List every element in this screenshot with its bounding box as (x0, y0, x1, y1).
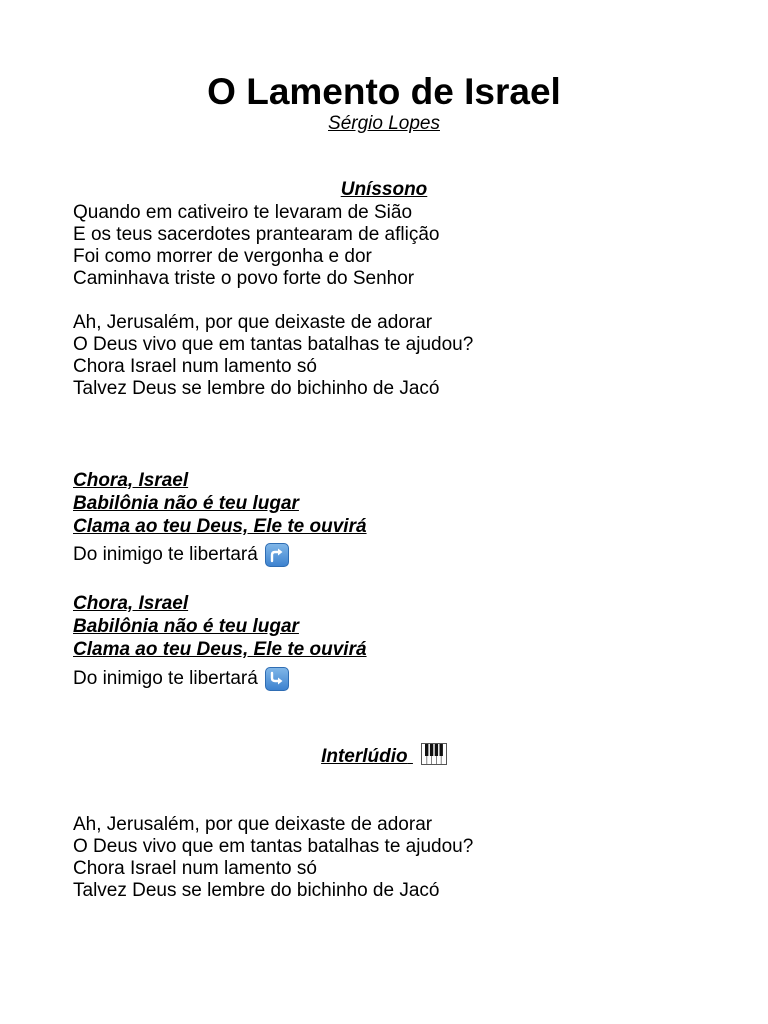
interlude-label: Interlúdio (321, 746, 408, 767)
song-author: Sérgio Lopes (328, 113, 440, 134)
verse-2 (73, 312, 733, 400)
chorus-line: Clama ao teu Deus, Ele te ouvirá (73, 516, 367, 537)
chorus-line: Babilônia não é teu lugar (73, 616, 299, 637)
chorus-tail-text: Do inimigo te libertará (73, 668, 258, 689)
chorus-line: Clama ao teu Deus, Ele te ouvirá (73, 639, 367, 660)
verse-line: O Deus vivo que em tantas batalhas te ajudou? (73, 836, 474, 857)
interlude-heading (0, 743, 768, 769)
verse-line: Talvez Deus se lembre do bichinho de Jacó (73, 880, 440, 901)
verse-line: Quando em cativeiro te levaram de Sião (73, 202, 413, 223)
chorus-line: Chora, Israel (73, 470, 189, 491)
verse-1 (73, 202, 733, 290)
verse-line: Ah, Jerusalém, por que deixaste de adorar (73, 814, 433, 835)
chorus-line: Chora, Israel (73, 593, 189, 614)
verse-line: O Deus vivo que em tantas batalhas te ajudou? (73, 334, 474, 355)
chorus-1 (73, 469, 733, 538)
chorus-line: Babilônia não é teu lugar (73, 493, 299, 514)
verse-line: Ah, Jerusalém, por que deixaste de adorar (73, 312, 433, 333)
verse-line: Talvez Deus se lembre do bichinho de Jacó (73, 378, 440, 399)
chorus-2-tail (73, 666, 289, 692)
chorus-2 (73, 592, 733, 661)
song-title: O Lamento de Israel (207, 71, 561, 112)
verse-line: Chora Israel num lamento só (73, 858, 317, 879)
verse-line: Caminhava triste o povo forte do Senhor (73, 268, 415, 289)
piano-icon (421, 743, 447, 765)
verse-line: E os teus sacerdotes prantearam de aflição (73, 224, 440, 245)
arrow-down-right-icon (265, 667, 289, 691)
verse-line: Chora Israel num lamento só (73, 356, 317, 377)
chorus-tail-text: Do inimigo te libertará (73, 544, 258, 565)
verse-line: Foi como morrer de vergonha e dor (73, 246, 372, 267)
unison-heading: Uníssono (340, 179, 428, 200)
verse-3 (73, 814, 733, 902)
arrow-up-right-icon (265, 543, 289, 567)
chorus-1-tail (73, 542, 289, 568)
